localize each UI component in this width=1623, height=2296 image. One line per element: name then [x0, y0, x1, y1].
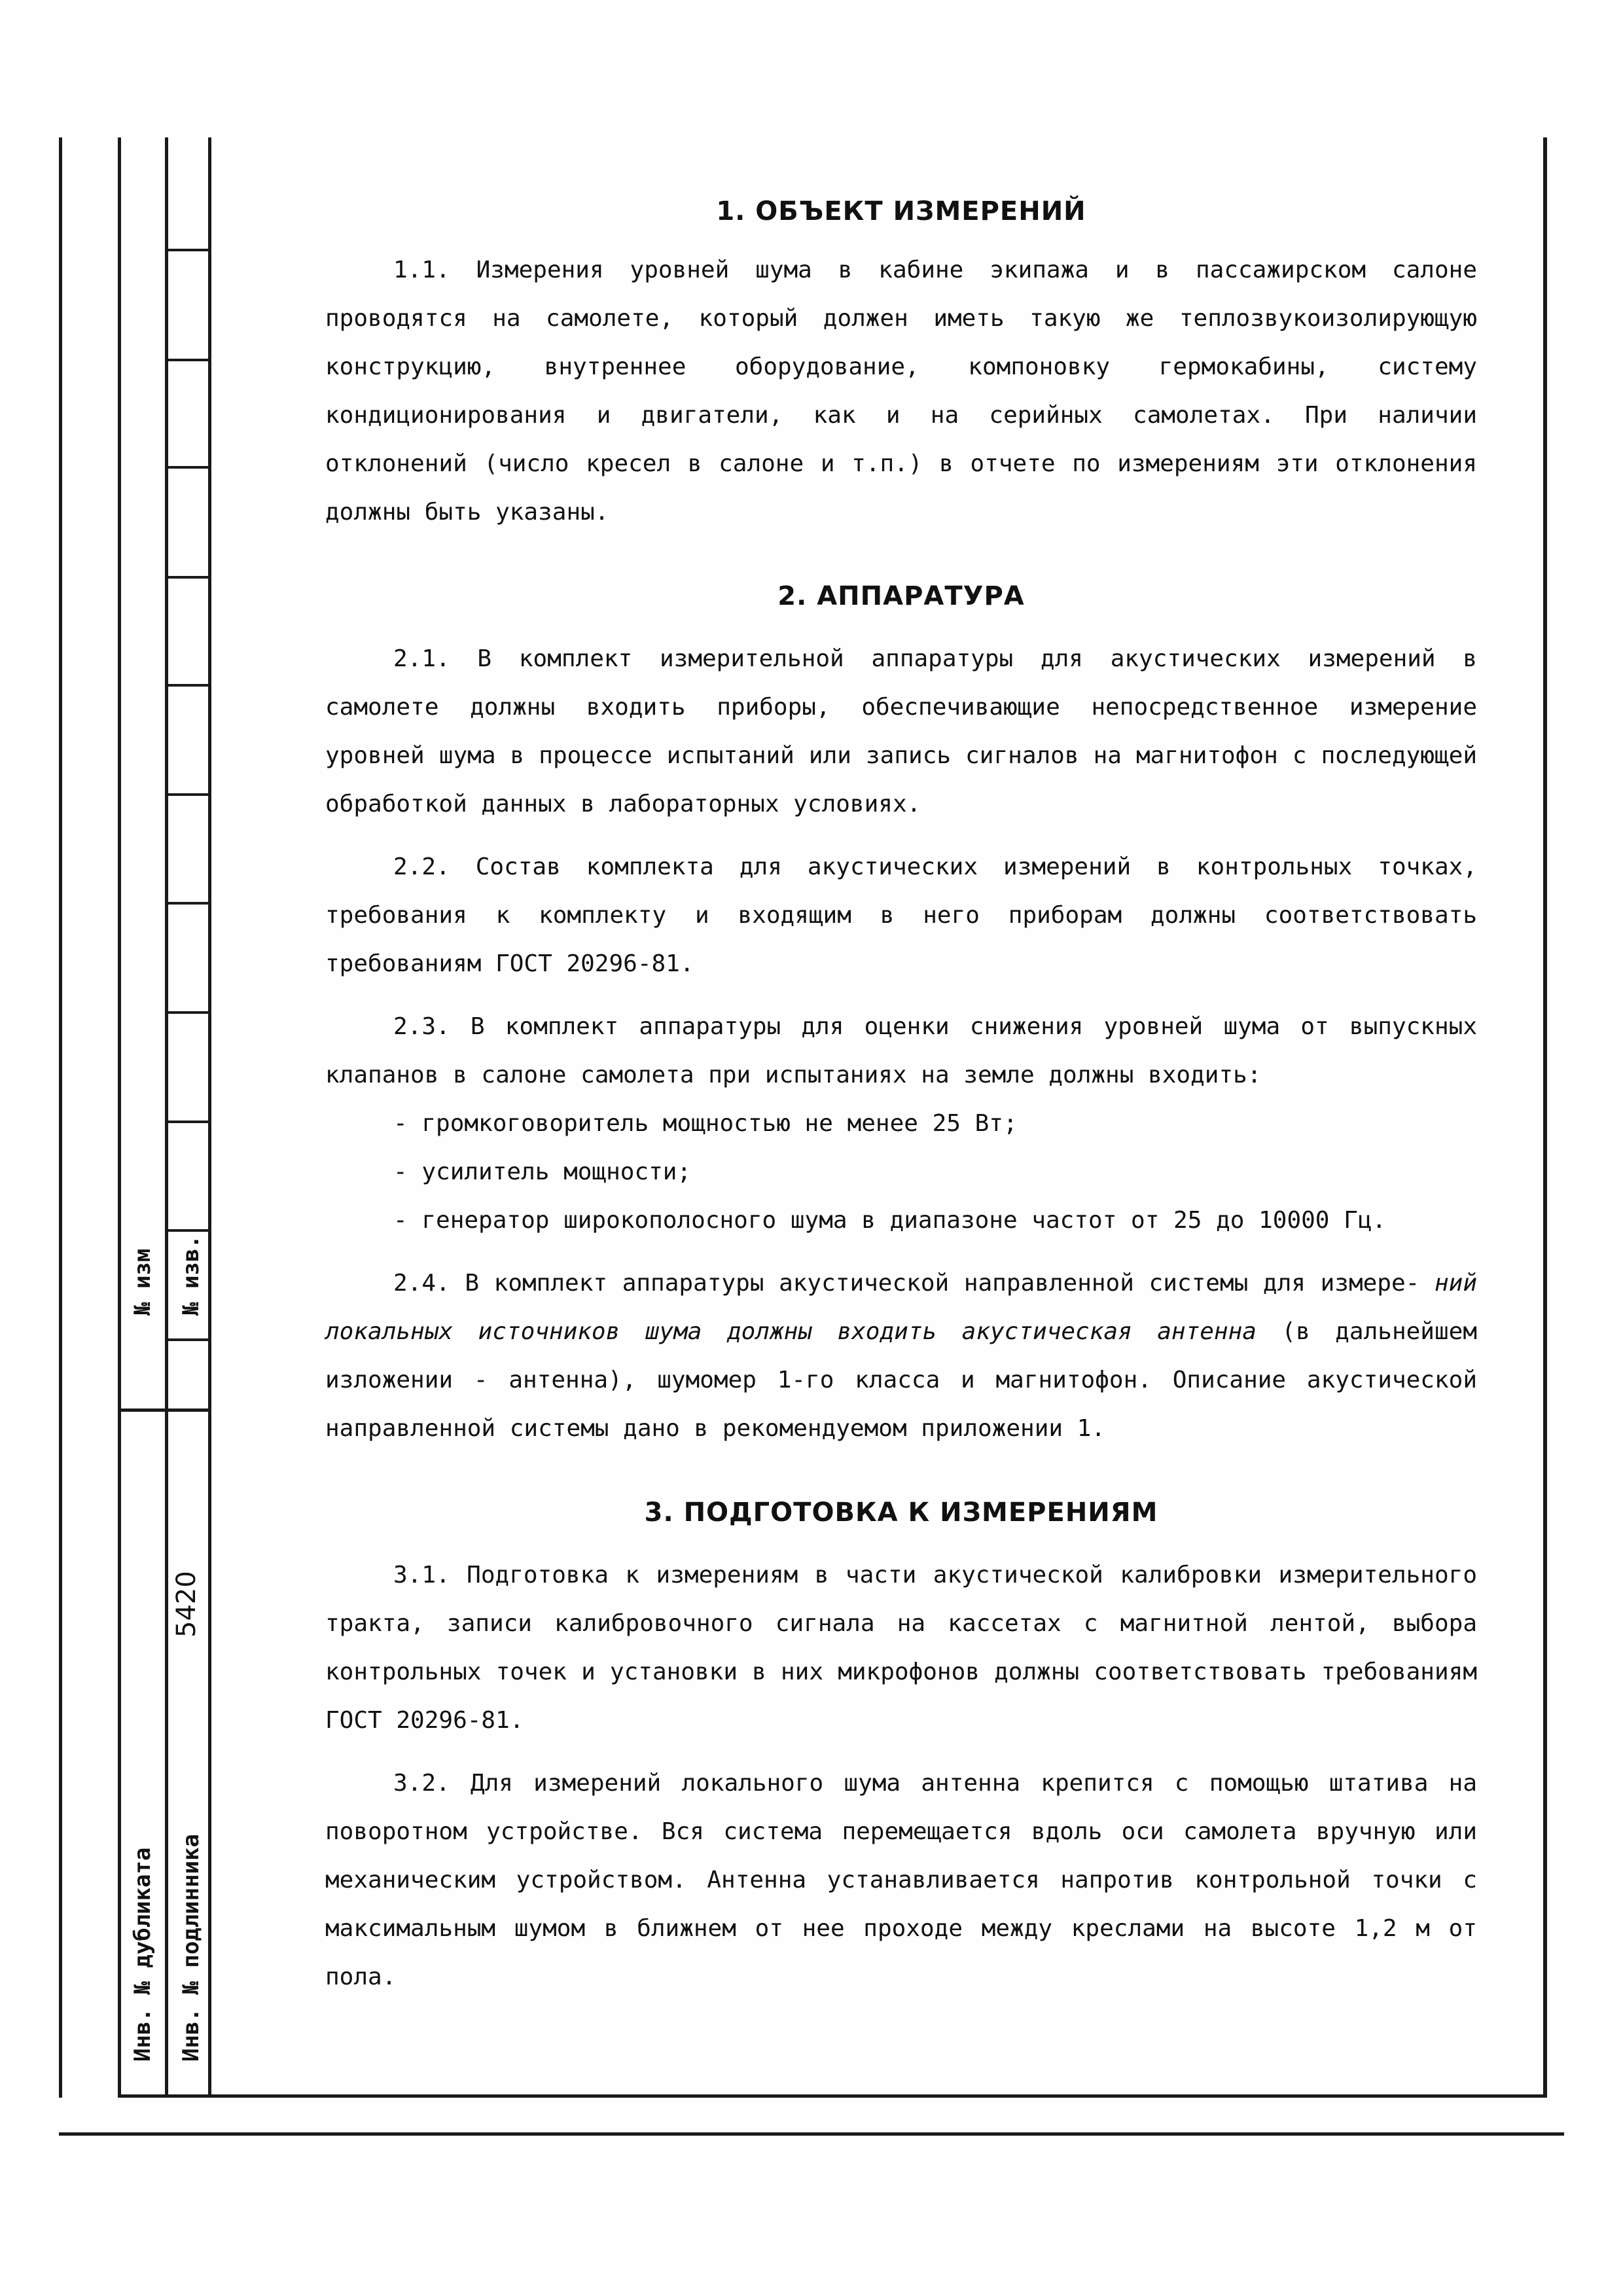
stamp-divider — [165, 902, 209, 905]
list-item: - генератор широкополосного шума в диапазоне частот от 25 до 10000 Гц. — [393, 1207, 1387, 1234]
paragraph-2-4-rest: (в дальнейшем изложении - антенна), шумомер 1-го класса и магнитофон. Описание акустической направленной системы дано в рекомендуемом приложении 1. — [325, 1318, 1477, 1442]
stamp-divider — [165, 249, 209, 251]
paragraph-3-2: 3.2. Для измерений локального шума антенна крепится с помощью штатива на поворотном устройстве. Вся система перемещается вдоль оси самолета вручную или механическим устройством. Антенна устанавливается напротив контрольной точки с максимальным шумом в ближнем от нее проходе между креслами на высоте 1,2 м от пола. — [325, 1770, 1477, 1990]
frame-left-inner-2 — [165, 137, 168, 2098]
stamp-divider — [165, 793, 209, 796]
paragraph-2-2: 2.2. Состав комплекта для акустических измерений в контрольных точках, требования к комплекту и входящим в него приборам должны соответствовать требованиям ГОСТ 20296-81. — [325, 853, 1477, 977]
frame-right — [1543, 137, 1547, 2094]
stamp-divider-wide — [118, 1408, 209, 1412]
paragraph-2-4 — [325, 1259, 1477, 1453]
frame-content-border — [208, 137, 211, 2098]
stamp-divider — [165, 684, 209, 687]
paragraph-2-1: 2.1. В комплект измерительной аппаратуры для акустических измерений в самолете должны входить приборы, обеспечивающие непосредственное измерение уровней шума в процессе испытаний или запись сигналов на магнитофон с последующей обработкой данных в лабораторных условиях. — [325, 645, 1477, 817]
stamp-change-no: № изм — [130, 1248, 156, 1316]
list-item: - усилитель мощности; — [393, 1158, 692, 1185]
stamp-original-inv: Инв. № подлинника — [178, 1834, 204, 2062]
paragraph-2-4-lead: 2.4. В комплект аппаратуры акустической направленной системы для измере- — [393, 1270, 1420, 1297]
frame-left-inner-1 — [118, 137, 121, 2098]
stamp-divider — [165, 1121, 209, 1123]
stamp-divider — [165, 1338, 209, 1341]
section-title-preparation: 3. ПОДГОТОВКА К ИЗМЕРЕНИЯМ — [644, 1498, 1158, 1528]
section-title-apparatus: 2. АППАРАТУРА — [777, 581, 1025, 611]
paragraph-2-3: 2.3. В комплект аппаратуры для оценки снижения уровней шума от выпускных клапанов в салоне самолета при испытаниях на земле должны входить: — [325, 1013, 1477, 1088]
frame-page-bottom — [59, 2132, 1564, 2136]
frame-bottom — [118, 2094, 1547, 2098]
stamp-divider — [165, 576, 209, 579]
list-item: - громкоговоритель мощностью не менее 25 Вт; — [393, 1110, 1018, 1137]
frame-left-outer — [59, 137, 62, 2098]
stamp-number: 5420 — [171, 1571, 202, 1638]
paragraph-1-1: 1.1. Измерения уровней шума в кабине экипажа и в пассажирском салоне проводятся на самолете, который должен иметь такую же теплозвукоизолирующую конструкцию, внутреннее оборудование, компоновку гермокабины, систему кондиционирования и двигатели, как и на серийных самолетах. При наличии отклонений (число кресел в салоне и т.п.) в отчете по измерениям эти отклонения должны быть указаны. — [325, 257, 1477, 526]
stamp-divider — [165, 1229, 209, 1232]
document-body — [325, 177, 1477, 2001]
section-title-object: 1. ОБЪЕКТ ИЗМЕРЕНИЙ — [716, 196, 1086, 226]
stamp-duplicate-inv: Инв. № дубликата — [130, 1847, 156, 2062]
stamp-divider — [165, 1011, 209, 1014]
paragraph-2-4-italic: ний локальных источников шума должны входить акустическая антенна — [325, 1270, 1477, 1345]
stamp-divider — [165, 359, 209, 361]
stamp-divider — [165, 466, 209, 469]
stamp-notice-no: № изв. — [178, 1235, 204, 1316]
paragraph-3-1: 3.1. Подготовка к измерениям в части акустической калибровки измерительного тракта, записи калибровочного сигнала на кассетах с магнитной лентой, выбора контрольных точек и установки в них микрофонов должны соответствовать требованиям ГОСТ 20296-81. — [325, 1562, 1477, 1734]
